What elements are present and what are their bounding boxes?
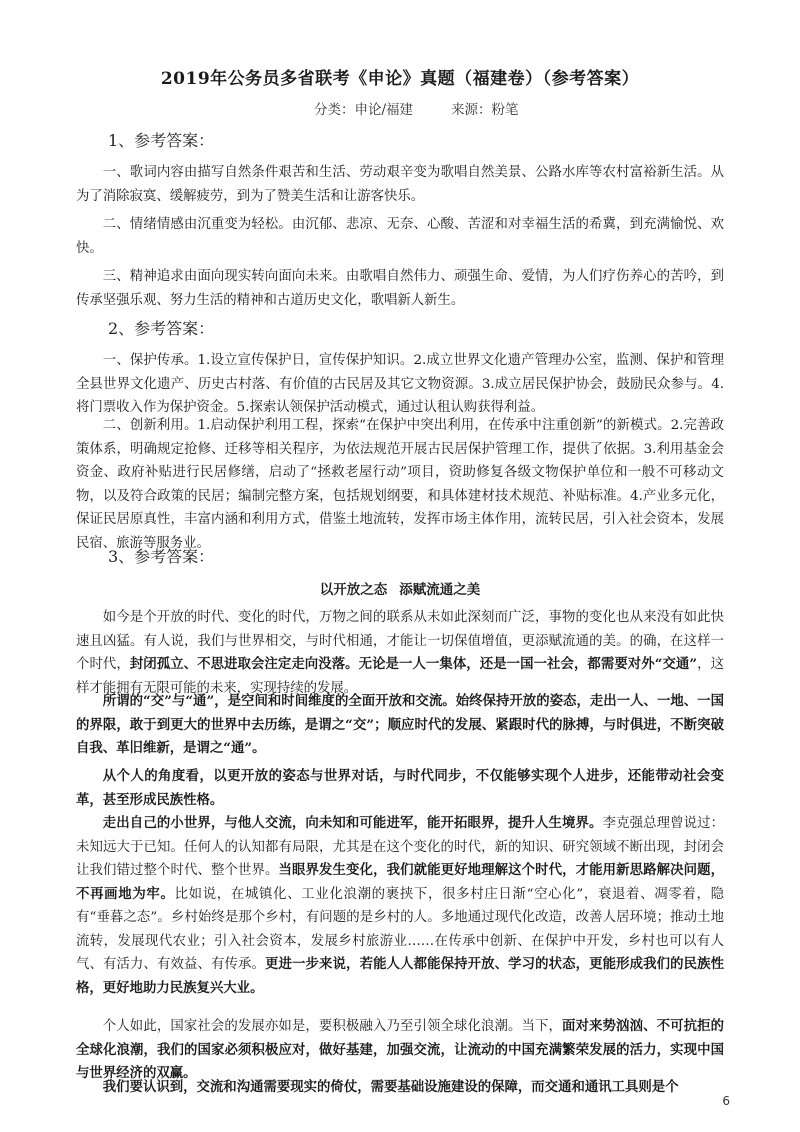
- document-title: 2019年公务员多省联考《申论》真题（福建卷）（参考答案）: [160, 69, 640, 89]
- essay-paragraph-4: 走出自己的小世界，与他人交流，向未知和可能进军，能开拓眼界，提升人生境界。李克强总理曾说过：未知远大于已知。任何人的认知都有局限，尤其是在这个变化的时代，新的知识、研究领域不断出现，封闭会让我们错过整个时代、整个世界。当眼界发生变化，我们就能更好地理解这个时代，才能用新思路解决问题，不再画地为牢。比如说，在城镇化、工业化浪潮的裹挟下，很多村庄日渐“空心化”，衰退着、凋零着，隐有“垂暮之态”。乡村始终是那个乡村，有问题的是乡村的人。多地通过现代化改造，改善人居环境；推动土地流转，发展现代农业；引入社会资本，发展乡村旅游业……在传承中创新、在保护中开发，乡村也可以有人气、有活力、有效益、有传承。更进一步来说，若能人人都能保持开放、学习的状态，更能形成我们的民族性格，更好地助力民族复兴大业。: [76, 815, 725, 996]
- answer-2-heading: 2、参考答案：: [108, 319, 215, 338]
- answer-3-heading: 3、参考答案：: [108, 547, 215, 566]
- document-meta: [314, 98, 557, 118]
- essay-paragraph-3: 从个人的角度看，以更开放的姿态与世界对话，与时代同步，不仅能够实现个人进步，还能带动社会变革，甚至形成民族性格。: [76, 768, 724, 808]
- essay-paragraph-6: 我们要认识到，交流和沟通需要现实的倚仗，需要基础设施建设的保障，而交通和通讯工具则是个: [102, 1079, 679, 1095]
- answer-1-paragraph-2: 二、情绪情感由沉重变为轻松。由沉郁、悲凉、无奈、心酸、苦涩和对幸福生活的希冀，到充满愉悦、欢快。: [76, 217, 724, 256]
- answer-1-paragraph-3: 三、精神追求由面向现实转向面向未来。由歌唱自然伟力、顽强生命、爱情，为人们疗伤养心的苦吟，到传承坚强乐观、努力生活的精神和古道历史文化，歌唱新人新生。: [76, 269, 724, 308]
- essay-title: 以开放之态 添赋流通之美: [319, 582, 481, 598]
- category-label: 分类：申论/福建: [314, 102, 414, 118]
- source-label: 来源：粉笔: [451, 102, 519, 118]
- page-number: 6: [722, 1094, 730, 1108]
- essay-paragraph-5: 个人如此，国家社会的发展亦如是，要积极融入乃至引领全球化浪潮。当下，面对来势汹汹、不可抗拒的全球化浪潮，我们的国家必须积极应对，做好基建，加强交流，让流动的中国充满繁荣发展的活力，实现中国与世界经济的双赢。: [76, 1018, 724, 1081]
- essay-paragraph-1: 如今是个开放的时代、变化的时代，万物之间的联系从未如此深刻而广泛，事物的变化也从来没有如此快速且凶猛。有人说，我们与世界相交，与时代相通，才能让一切保值增值，更添赋流通的美。的确，在这样一个时代，封闭孤立、不思进取会注定走向没落。无论是一人一集体，还是一国一社会，都需要对外“交通”，这样才能拥有无限可能的未来，实现持续的发展。: [76, 610, 725, 696]
- answer-2-paragraph-2: 二、创新利用。1.启动保护利用工程，探索“在保护中突出利用，在传承中注重创新”的新模式。2.完善政策体系，明确规定抢修、迁移等相关程序，为依法规范开展古民居保护管理工作，提供了依据。3.利用基金会资金、政府补贴进行民居修缮，启动了“拯救老屋行动”项目，资助修复各级文物保护单位和一般不可移动文物，以及符合政策的民居；编制完整方案，包括规划纲要，和具体建材技术规范、补贴标准。4.产业多元化，保证民居原真性，丰富内涵和利用方式，借鉴土地流转，发挥市场主体作用，流转民居，引入社会资本，发展民宿、旅游等服务业。: [76, 418, 724, 551]
- answer-2-paragraph-1: 一、保护传承。1.设立宣传保护日，宣传保护知识。2.成立世界文化遗产管理办公室，监测、保护和管理全县世界文化遗产、历史古村落、有价值的古民居及其它文物资源。3.成立居民保护协会，鼓励民众参与。4.将门票收入作为保护资金。5.探索认领保护活动模式，通过认租认购获得利益。: [76, 353, 724, 415]
- answer-1-heading: 1、参考答案：: [108, 131, 215, 150]
- answer-1-paragraph-1: 一、歌词内容由描写自然条件艰苦和生活、劳动艰辛变为歌唱自然美景、公路水库等农村富裕新生活。从为了消除寂寞、缓解疲劳，到为了赞美生活和让游客快乐。: [76, 165, 724, 204]
- essay-paragraph-2: 所谓的“交”与“通”，是空间和时间维度的全面开放和交流。始终保持开放的姿态，走出一人、一地、一国的界限，敢于到更大的世界中去历练，是谓之“交”；顺应时代的发展、紧跟时代的脉搏，与时俱进，不断突破自我、革旧维新，是谓之“通”。: [76, 693, 724, 756]
